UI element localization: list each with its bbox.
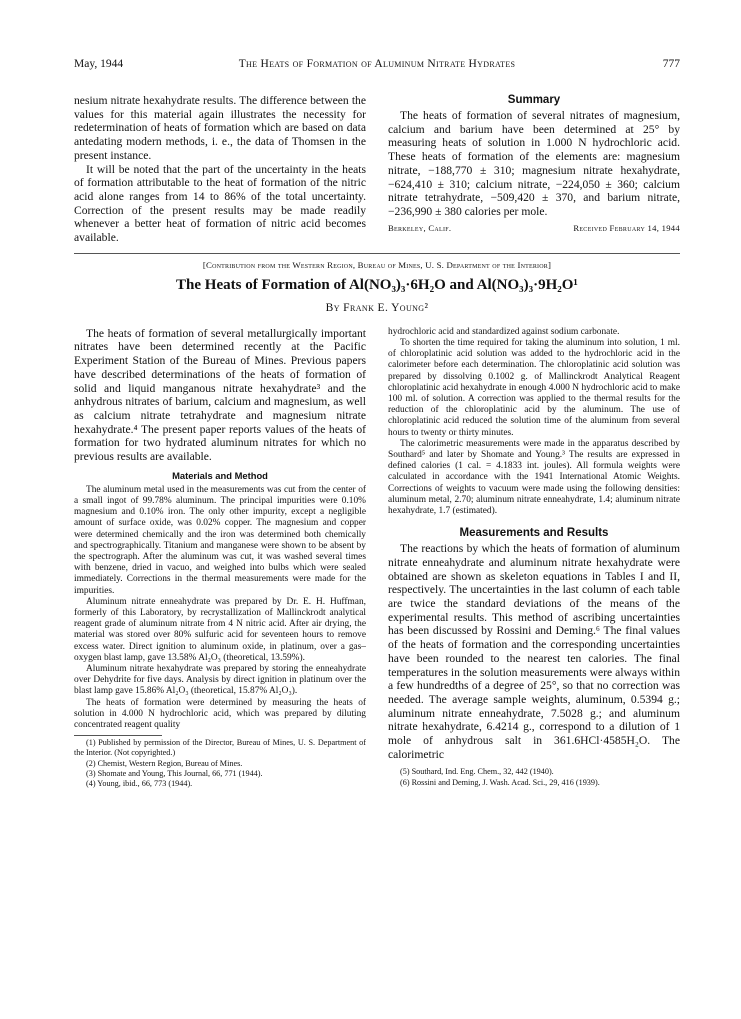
previous-article-end [74,94,680,245]
article-body [74,327,680,790]
materials-heading: Materials and Method [172,469,268,481]
summary-text: The heats of formation of several nitrates of magnesium, calcium and barium have been determined at 25° by measuring heats of solution in 1.000 N hydrochloric acid. These heats of formation of the elements are: magnesium nitrate, −188,770 ± 310; magnesium nitrate hexahydrate, −624,410 ± 310; calcium nitrate, −224,050 ± 360; calcium nitrate tetrahydrate, −509,420 ± 370, and barium nitrate, −236,990 ± 380 calories per mole. [388,109,680,218]
footnote: (1) Published by permission of the Director, Bureau of Mines, U. S. Department of the Interior. (Not copyrighted.) [74,738,366,758]
header-page-number: 777 [662,58,680,70]
materials-paragraph: Aluminum nitrate enneahydrate was prepared by Dr. E. H. Huffman, formerly of this Laboratory, by recrystallization of Mallinckrodt analytical reagent grade of aluminum nitrate from 4 N nitric acid. After air drying, the material was stored over 80% sulfuric acid for seventeen hours to remove excess water. Direct ignition to aluminum oxide, in platinum, over a gas–oxygen blast lamp, gave 13.58% Al₂O₃ (theoretical, 13.59%). [74,596,366,663]
affiliation-line [388,223,680,233]
summary-heading: Summary [507,94,561,106]
footnote-rule [74,735,162,736]
article-right-column [388,327,680,790]
footnote: (2) Chemist, Western Region, Bureau of Mines. [86,758,243,768]
materials-paragraph: The aluminum metal used in the measurements was cut from the center of a small ingot of 99.78% aluminum. The principal impurities were 0.10% magnesium and 0.10% iron. The only other impurity, except a negligible amount of surface oxide, was 0.02% copper. The magnesium and copper were determined chemically and the iron was determined both chemically and spectrographically. Titanium and manganese were shown to be absent by the spectrograph. After the aluminum was cut, it was washed several times with benzene, dried in vacuo, and weighed into bulbs which were sealed immediately. Corrections in the thermal measurements were made for the impurities. [74,484,366,596]
contribution-line: [Contribution from the Western Region, Bureau of Mines, U. S. Department of the Interior] [202,259,552,270]
previous-article-paragraph: It will be noted that the part of the uncertainty in the heats of formation attributable to the heat of formation of the nitric acid alone ranges from 14 to 86% of the total uncertainty. Correction of the present results may be made readily whenever a better heat of formation of nitric acid becomes available. [74,162,366,245]
header-running-title: The Heats of Formation of Aluminum Nitrate Hydrates [238,58,516,70]
journal-page [74,58,680,789]
received-date: Received February 14, 1944 [573,222,680,233]
footnote: (5) Southard, Ind. Eng. Chem., 32, 442 (1940). [400,767,554,777]
article-left-column [74,327,366,790]
footnote: (3) Shomate and Young, This Journal, 66, 771 (1944). [86,768,263,778]
materials-paragraph: Aluminum nitrate hexahydrate was prepared by storing the enneahydrate over Dehydrite for five days. Analysis by direct ignition in platinum over the blast lamp gave 15.86% Al₂O₃ (theoretical, 15.87% Al₂O₃). [74,664,366,697]
running-header [74,58,680,74]
method-paragraph: The calorimetric measurements were made in the apparatus described by Southard⁵ and later by Shomate and Young.³ The results are expressed in defined calories (1 cal. = 4.1833 int. joules). All formula weights were calculated in accordance with the 1941 International Atomic Weights. Corrections of weights to vacuum were made using the following densities: aluminum metal, 2.70; aluminum nitrate enneahydrate, 1.4; aluminum nitrate hexahydrate, 1.7 (estimated). [388,438,680,516]
materials-paragraph: The heats of formation were determined by measuring the heats of solution in 4.000 N hydrochloric acid, which was prepared by diluting concentrated reagent quality [74,697,366,731]
affiliation: Berkeley, Calif. [388,222,452,233]
previous-article-left-column [74,94,366,245]
method-paragraph: hydrochloric acid and standardized against sodium carbonate. [388,326,620,337]
summary-section [388,94,680,245]
article-title: The Heats of Formation of Al(NO₃)₃·6H₂O and Al(NO₃)₃·9H₂O¹ [176,276,578,293]
article-byline: By Frank E. Young² [325,301,429,314]
method-paragraph: To shorten the time required for taking the aluminum into solution, 1 ml. of chloroplatinic acid solution was added to the hydrochloric acid in the calorimeter before each determination. The chloroplatinic acid solution was prepared by dissolving 0.1002 g. of Mallinckrodt Analytical Reagent chloroplatinic acid hexahydrate in enough 4.000 N hydrochloric acid to make 100 ml. of solution. A correction was applied to the thermal results for the reduction of the chloroplatinic acid by the aluminum. The use of chloroplatinic acid reduced the solution time of the aluminum from several hours to twenty or thirty minutes. [388,337,680,438]
previous-article-paragraph: nesium nitrate hexahydrate results. The difference between the values for this material again illustrates the necessity for redetermination of heats of formation which are based on data antedating modern methods, i. e., the data of Thomsen in the present instance. [74,94,366,162]
header-date: May, 1944 [74,58,124,70]
footnote: (4) Young, ibid., 66, 773 (1944). [86,779,193,789]
footnote: (6) Rossini and Deming, J. Wash. Acad. Sci., 29, 416 (1939). [400,777,600,787]
intro-paragraph: The heats of formation of several metallurgically important nitrates have been determined recently at the Pacific Experiment Station of the Bureau of Mines. Previous papers have described determinations of the heats of formation of solid and liquid manganous nitrate hexahydrate³ and the anhydrous nitrates of barium, calcium and magnesium, as well as calcium nitrate tetrahydrate and magnesium nitrate hexahydrate.⁴ The present paper reports values of the heats of formation for two hydrated aluminum nitrates for which no previous results are available. [74,326,366,464]
results-heading: Measurements and Results [459,527,609,540]
results-paragraph: The reactions by which the heats of formation of aluminum nitrate enneahydrate and aluminum nitrate hexahydrate were obtained are shown as skeleton equations in Tables I and II, respectively. The uncertainties in the last column of each table are twice the standard deviations of the means of the experimental results. This method of ascribing uncertainties has been discussed by Rossini and Deming.⁶ The final values of the heats of formation and the corresponding uncertainties have been rounded to the nearest ten calories. The final temperatures in the solution measurements were always within a few hundredths of a degree of 25°, so that no correction was needed. The average sample weights, aluminum, 0.5394 g.; aluminum nitrate enneahydrate, 7.5028 g.; and aluminum nitrate hexahydrate, 6.4214 g., correspond to a dilution of 1 mole of anhydrous salt in 361.6HCl·4585H₂O. The calorimetric [388,542,680,761]
section-divider [74,253,680,254]
